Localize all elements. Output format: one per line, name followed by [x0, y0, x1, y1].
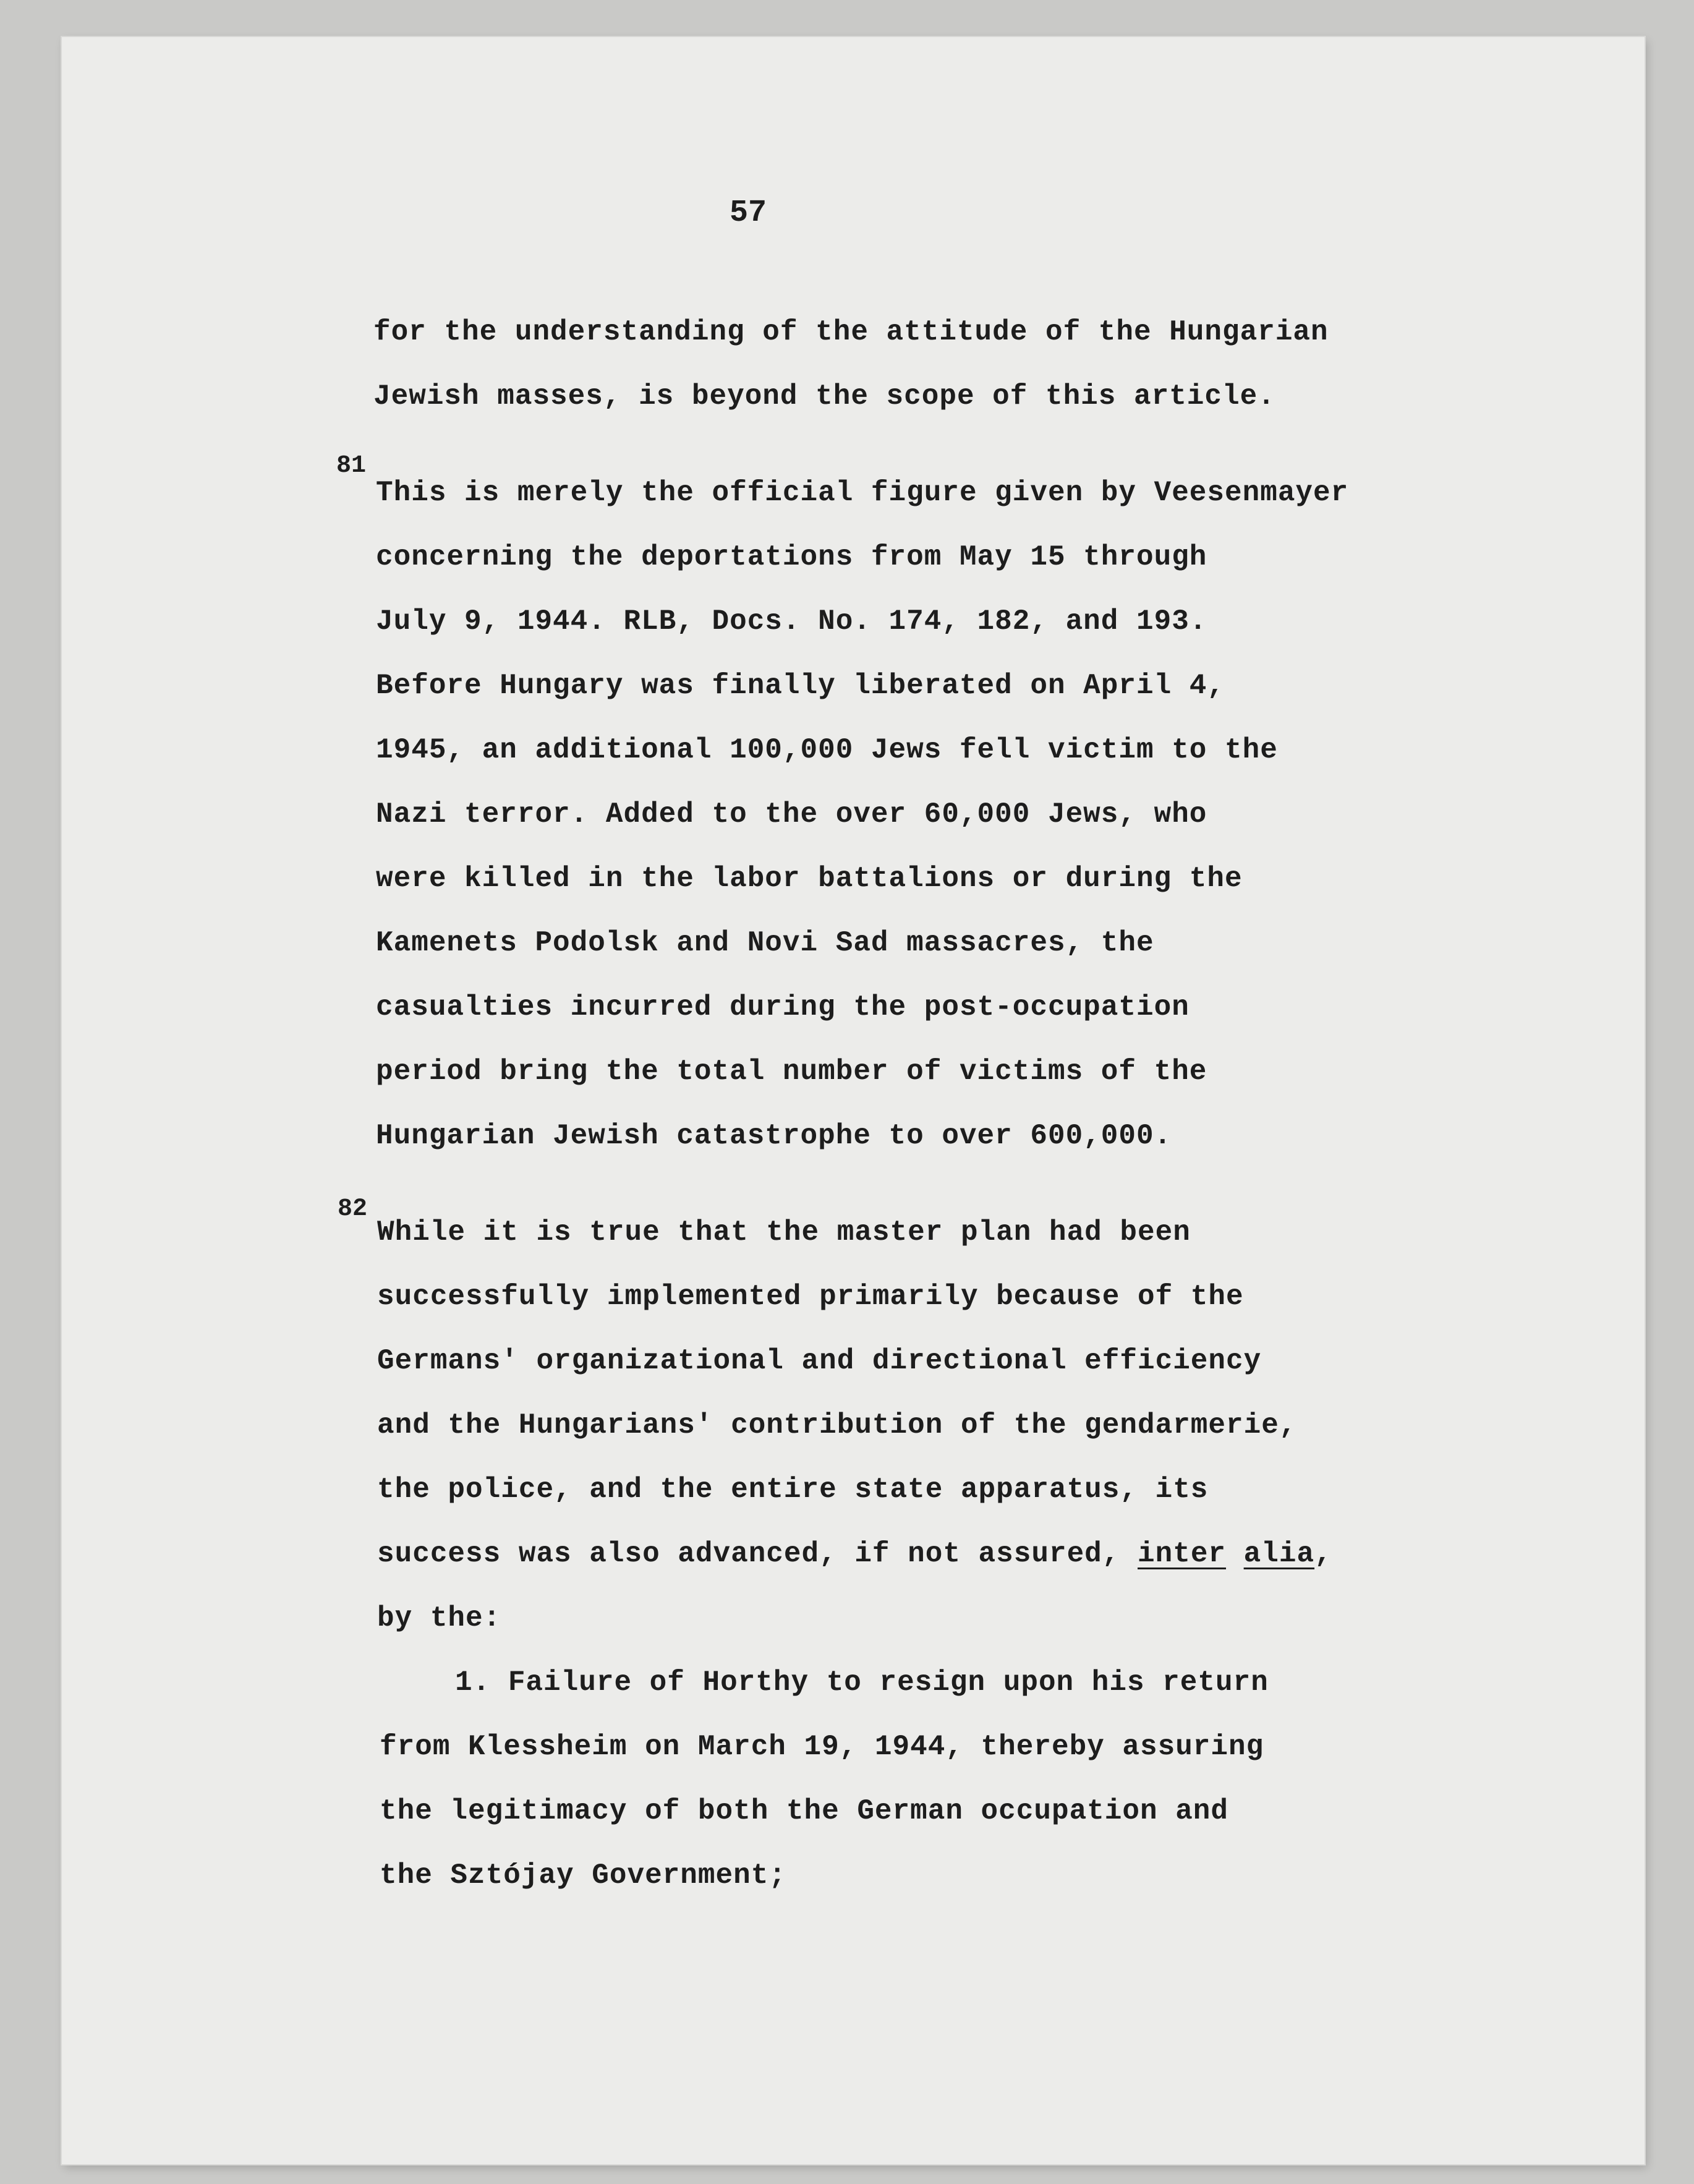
footnote-82-line-5: the police, and the entire state apparatus, its	[377, 1474, 1209, 1506]
footnote-81-line-11: Hungarian Jewish catastrophe to over 600,000.	[376, 1120, 1172, 1152]
footnote-81-line-1: This is merely the official figure given by Veesenmayer	[376, 477, 1349, 509]
footnote-82-line-6-text: success was also advanced, if not assured,	[377, 1538, 1138, 1570]
item-1-line-3: the legitimacy of both the German occupation and	[380, 1795, 1229, 1827]
footnote-81-line-9: casualties incurred during the post-occupation	[376, 991, 1190, 1023]
footnote-82-line-1: While it is true that the master plan had been	[377, 1216, 1191, 1248]
footnote-81-line-5: 1945, an additional 100,000 Jews fell victim to the	[376, 734, 1278, 766]
item-1-line-4: the Sztójay Government;	[380, 1859, 786, 1892]
document-page	[62, 37, 1645, 2164]
page-number: 57	[730, 195, 767, 231]
footnote-81-line-6: Nazi terror. Added to the over 60,000 Jews, who	[376, 798, 1207, 830]
footnote-81-line-2: concerning the deportations from May 15 through	[376, 541, 1207, 573]
footnote-81-line-7: were killed in the labor battalions or during the	[376, 863, 1243, 895]
footnote-82-line-3: Germans' organizational and directional efficiency	[377, 1345, 1262, 1377]
footnote-81-line-10: period bring the total number of victims of the	[376, 1056, 1207, 1088]
intro-line-1: for the understanding of the attitude of the Hungarian	[373, 316, 1329, 348]
footnote-81-line-3: July 9, 1944. RLB, Docs. No. 174, 182, and 193.	[376, 605, 1207, 638]
footnote-82-line-7: by the:	[377, 1602, 501, 1634]
footnote-82-line-4: and the Hungarians' contribution of the gendarmerie,	[377, 1409, 1297, 1441]
footnote-82-line-2: successfully implemented primarily because of the	[377, 1281, 1244, 1313]
item-1-line-1: 1. Failure of Horthy to resign upon his return	[455, 1666, 1269, 1699]
footnote-82-marker: 82	[338, 1195, 368, 1223]
intro-line-2: Jewish masses, is beyond the scope of this article.	[373, 380, 1275, 412]
item-1-line-2: from Klessheim on March 19, 1944, thereby assuring	[380, 1731, 1264, 1763]
footnote-81-marker: 81	[336, 452, 367, 480]
trailing-comma: ,	[1314, 1538, 1332, 1570]
word-space	[1226, 1538, 1244, 1570]
footnote-81-line-4: Before Hungary was finally liberated on April 4,	[376, 670, 1225, 702]
footnote-82-line-6	[377, 1540, 1332, 1568]
underlined-alia: alia	[1243, 1538, 1315, 1570]
footnote-81-line-8: Kamenets Podolsk and Novi Sad massacres, the	[376, 927, 1154, 959]
underlined-inter: inter	[1138, 1538, 1227, 1570]
